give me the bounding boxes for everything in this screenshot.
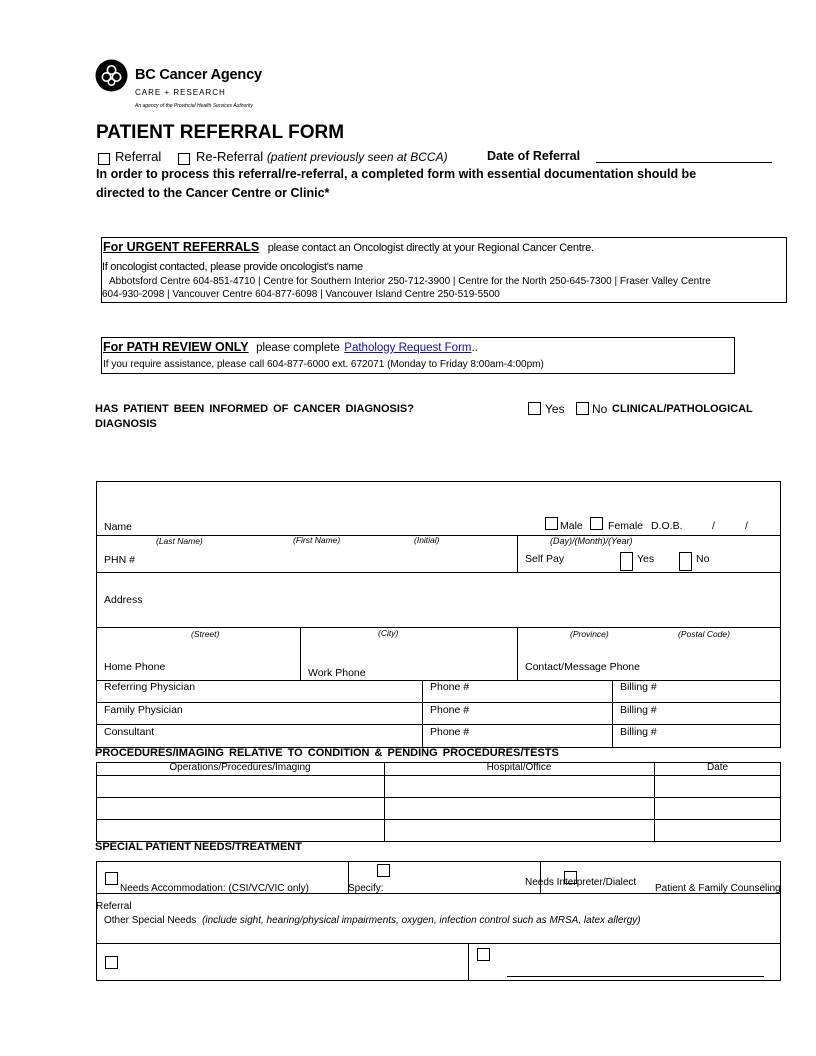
male-checkbox[interactable] [545,517,558,530]
female-checkbox[interactable] [590,517,603,530]
referring-phone-label: Phone # [430,681,470,693]
self-pay-no-checkbox[interactable] [679,552,692,571]
dob-label: D.O.B. [651,520,683,532]
female-label: Female [608,520,644,532]
other-needs-checkbox-1[interactable] [105,956,118,969]
procedures-col-1: Operations/Procedures/Imaging [169,762,311,773]
family-phone-label: Phone # [430,704,470,716]
postal-caption: (Postal Code) [678,629,730,639]
clinical-label: CLINICAL/PATHOLOGICAL [612,403,753,415]
re-referral-checkbox[interactable] [178,153,190,165]
specify-line[interactable] [390,893,520,894]
other-needs-row [104,915,641,926]
consultant-billing-label: Billing # [620,726,657,738]
dmy-caption: (Day)/(Month)/(Year) [550,536,633,546]
page-title: PATIENT REFERRAL FORM [96,122,345,143]
referral-checkbox[interactable] [98,153,110,165]
family-billing-label: Billing # [620,704,657,716]
path-heading: For PATH REVIEW ONLY [103,340,249,354]
accommodation-label: Needs Accommodation: (CSI/VC/VIC only) [120,883,309,894]
specify-checkbox[interactable] [377,864,390,877]
dob-slash-1: / [712,520,715,532]
self-pay-yes-checkbox[interactable] [620,552,633,571]
procedures-col-2: Hospital/Office [486,762,552,773]
urgent-contacted: If oncologist contacted, please provide oncologist's name [102,261,363,273]
referral-wrap-label: Referral [96,901,132,912]
logo-subtext: An agency of the Provincial Health Services Authority [135,103,253,109]
self-pay-no-label: No [696,553,710,565]
phn-label: PHN # [104,554,135,566]
urgent-heading-row [103,238,594,256]
intro-line-2: directed to the Cancer Centre or Clinic* [96,186,330,200]
informed-no-label: No [592,402,608,416]
self-pay-yes-label: Yes [637,553,655,565]
referral-label: Referral [115,149,162,164]
name-label: Name [104,521,133,533]
other-needs-note: (include sight, hearing/physical impairments, oxygen, infection control such as MRSA, latex allergy) [202,915,641,926]
consultant-phone-label: Phone # [430,726,470,738]
date-of-referral-label: Date of Referral [487,149,581,163]
special-heading: SPECIAL PATIENT NEEDS/TREATMENT [95,841,302,853]
procedures-table [96,762,781,842]
informed-question: HAS PATIENT BEEN INFORMED OF CANCER DIAGNOSIS? [95,403,414,415]
path-after: .. [471,342,478,354]
referring-billing-label: Billing # [620,681,657,693]
address-label: Address [104,594,143,606]
work-phone-label: Work Phone [308,667,366,679]
urgent-text: please contact an Oncologist directly at your Regional Cancer Centre. [267,242,594,254]
consultant-label: Consultant [104,726,155,738]
counseling-label: Patient & Family Counseling [655,883,781,894]
family-physician-label: Family Physician [104,704,183,716]
other-needs-label: Other Special Needs [104,915,197,926]
male-label: Male [560,520,583,532]
informed-no-checkbox[interactable] [576,402,589,415]
re-referral-note: (patient previously seen at BCCA) [266,150,448,164]
bc-cancer-logo-icon [95,59,128,92]
first-name-caption: (First Name) [293,535,341,545]
home-phone-label: Home Phone [104,661,166,673]
specify-label: Specify: [348,883,384,894]
other-needs-line[interactable] [507,976,764,977]
intro-line-1: In order to process this referral/re-referral, a completed form with essential documentation should be [96,167,697,181]
street-caption: (Street) [191,629,220,639]
logo-name: BC Cancer Agency [135,67,262,83]
urgent-heading: For URGENT REFERRALS [103,240,260,254]
path-assist: If you require assistance, please call 604-877-6000 ext. 672071 (Monday to Friday 8:00am-4:00pm) [103,359,544,370]
informed-yes-label: Yes [545,402,565,416]
path-text: please complete [256,342,340,354]
urgent-centres-2: 604-930-2098 | Vancouver Centre 604-877-6098 | Vancouver Island Centre 250-519-5500 [102,289,500,300]
urgent-centres-1: Abbotsford Centre 604-851-4710 | Centre for Southern Interior 250-712-3900 | Centre for the North 250-645-7300 | Fraser Valley Centre [109,276,711,287]
re-referral-text: Re-Referral [196,149,264,164]
interpreter-label: Needs Interpreter/Dialect [525,877,637,888]
self-pay-label: Self Pay [525,553,565,565]
contact-phone-label: Contact/Message Phone [525,661,640,673]
province-caption: (Province) [570,629,609,639]
city-caption: (City) [378,628,399,638]
accommodation-checkbox[interactable] [105,872,118,885]
procedures-col-3: Date [706,762,729,773]
re-referral-label [196,149,448,164]
path-heading-row [103,338,478,356]
pathology-request-form-link[interactable]: Pathology Request Form [344,342,472,354]
logo-tagline: CARE + RESEARCH [135,88,226,97]
informed-yes-checkbox[interactable] [528,402,541,415]
procedures-heading: PROCEDURES/IMAGING RELATIVE TO CONDITION & PENDING PROCEDURES/TESTS [95,747,559,759]
date-of-referral-line[interactable] [596,162,772,163]
dob-slash-2: / [745,520,748,532]
diagnosis-label: DIAGNOSIS [95,418,157,430]
last-name-caption: (Last Name) [156,536,203,546]
initial-caption: (Initial) [414,535,440,545]
referring-physician-label: Referring Physician [104,681,196,693]
other-needs-checkbox-2[interactable] [477,948,490,961]
